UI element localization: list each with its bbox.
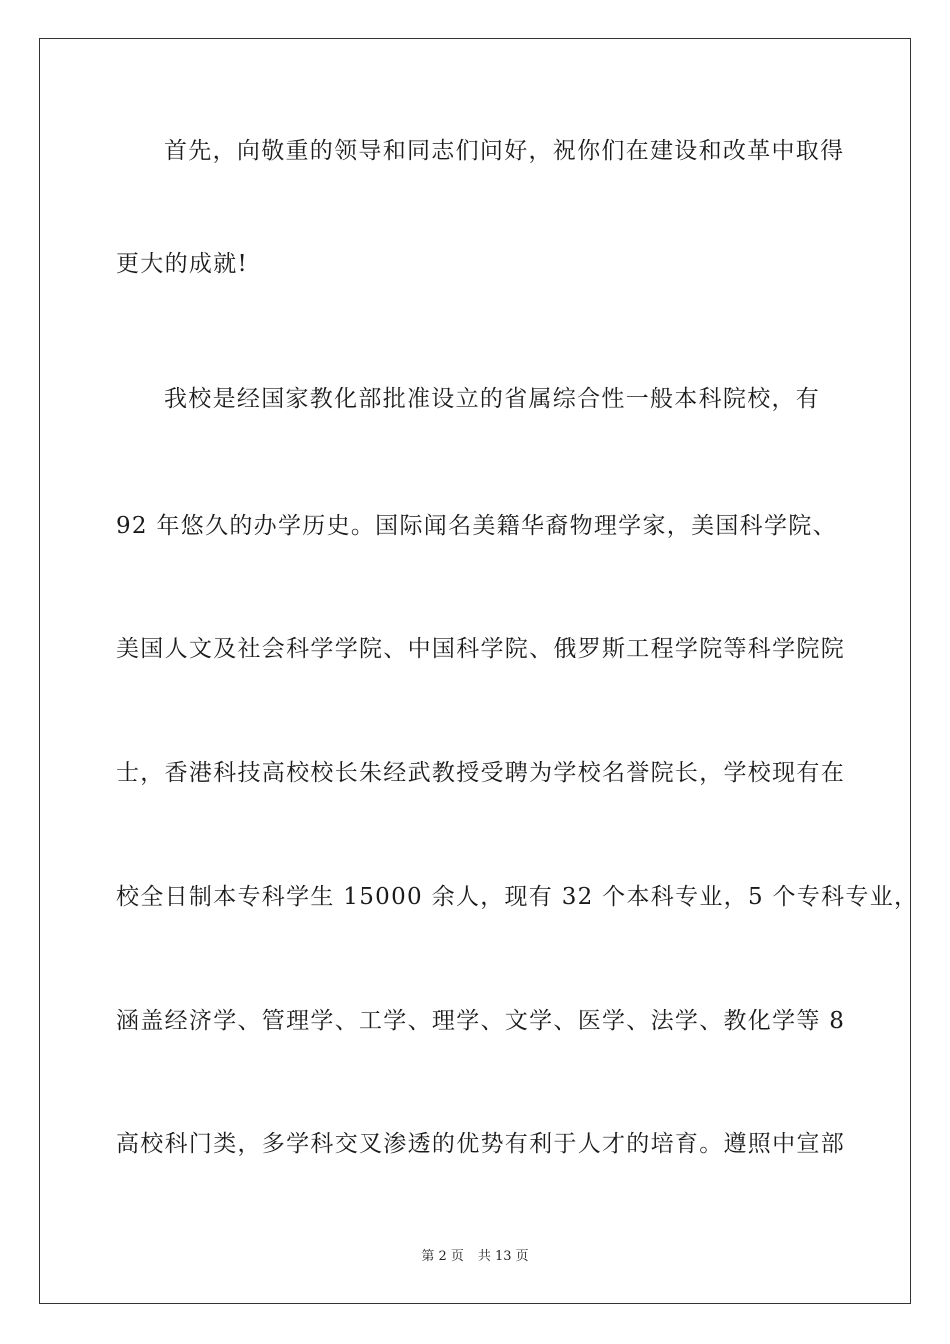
paragraph-2-line-6: 涵盖经济学、管理学、工学、理学、文学、医学、法学、教化学等 8 xyxy=(116,1008,846,1034)
paragraph-2-line-5: 校全日制本专科学生 15000 余人，现有 32 个本科专业，5 个专科专业， xyxy=(116,884,919,910)
page-number: 第 2 页 xyxy=(421,1249,464,1264)
paragraph-2-line-7: 高校科门类，多学科交叉渗透的优势有利于人才的培育。遵照中宣部 xyxy=(116,1131,845,1157)
page-total: 共 13 页 xyxy=(477,1249,529,1264)
page-footer xyxy=(0,1248,950,1266)
paragraph-2-line-3: 美国人文及社会科学学院、中国科学院、俄罗斯工程学院等科学院院 xyxy=(116,636,845,662)
paragraph-2-line-2: 92 年悠久的办学历史。国际闻名美籍华裔物理学家，美国科学院、 xyxy=(116,513,837,539)
page-border xyxy=(39,38,919,1304)
paragraph-2-line-1: 我校是经国家教化部批准设立的省属综合性一般本科院校，有 xyxy=(164,386,821,412)
paragraph-2-line-4: 士，香港科技高校校长朱经武教授受聘为学校名誉院长，学校现有在 xyxy=(116,760,845,786)
paragraph-1-line-1: 首先，向敬重的领导和同志们问好，祝你们在建设和改革中取得 xyxy=(164,138,845,164)
paragraph-1-line-2: 更大的成就! xyxy=(116,251,249,277)
